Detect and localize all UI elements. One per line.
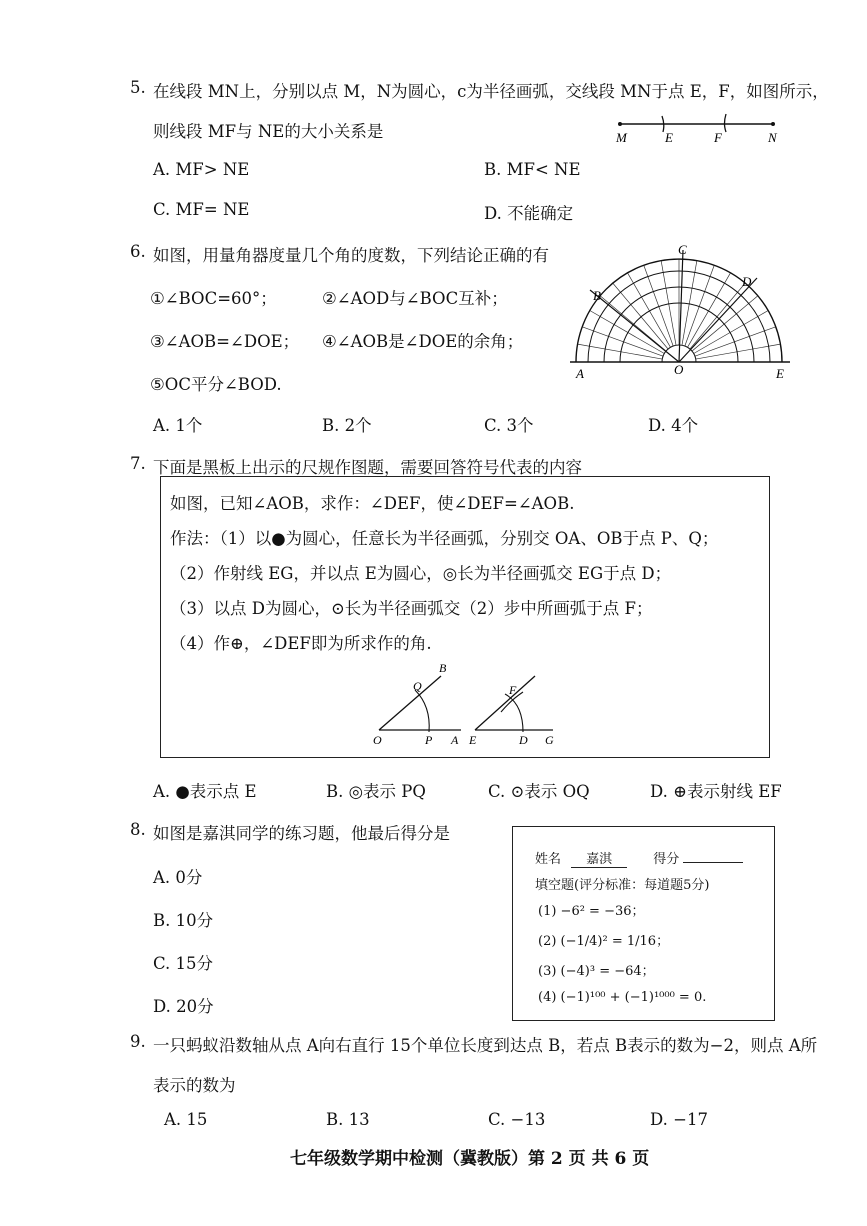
q7-label-b: B	[439, 661, 447, 675]
q7-label-o: O	[373, 733, 382, 747]
q6-protractor-figure	[570, 240, 795, 380]
q8-stem: 如图是嘉淇同学的练习题，他最后得分是	[153, 824, 450, 843]
q9-option-b[interactable]: B. 13	[326, 1110, 370, 1129]
q8-score-label: 得分	[653, 852, 680, 867]
q7-box-line2: 作法：（1）以●为圆心，任意长为半径画弧，分别交 OA、OB于点 P、Q；	[170, 529, 719, 548]
q9-option-c[interactable]: C. −13	[488, 1110, 546, 1129]
q7-option-a[interactable]: A. ●表示点 E	[153, 782, 257, 801]
q8-option-c[interactable]: C. 15分	[153, 954, 214, 973]
q7-label-q: Q	[413, 679, 422, 693]
q7-option-d[interactable]: D. ⊕表示射线 EF	[650, 782, 782, 801]
q7-label-e: E	[469, 733, 477, 747]
q7-label-a: A	[451, 733, 459, 747]
q7-label-g: G	[545, 733, 554, 747]
q7-option-b[interactable]: B. ◎表示 PQ	[326, 782, 426, 801]
q8-option-a[interactable]: A. 0分	[153, 868, 203, 887]
q7-number: 7.	[130, 454, 146, 473]
q5-label-n: N	[768, 130, 777, 145]
q7-construction-figure	[365, 660, 565, 750]
q6-option-c[interactable]: C. 3个	[484, 416, 534, 435]
q7-label-p: P	[425, 733, 433, 747]
q6-option-a[interactable]: A. 1个	[153, 416, 203, 435]
protractor-tick	[690, 283, 745, 349]
q7-label-f: F	[509, 683, 517, 697]
q8-option-b[interactable]: B. 10分	[153, 911, 214, 930]
q7-stem: 下面是黑板上出示的尺规作图题，需要回答符号代表的内容	[153, 458, 582, 477]
q8-score-blank	[683, 862, 743, 863]
q5-stem-line2: 则线段 MF与 NE的大小关系是	[153, 122, 384, 141]
q7-box-line1: 如图，已知∠AOB，求作：∠DEF，使∠DEF=∠AOB.	[170, 494, 575, 513]
q5-option-b[interactable]: B. MF< NE	[484, 160, 581, 179]
q7-label-d: D	[519, 733, 528, 747]
q6-statement-2: ②∠AOD与∠BOC互补；	[322, 289, 508, 308]
q8-name-label: 姓名	[535, 852, 562, 867]
q8-item-1: (1) −6² = −36；	[538, 904, 645, 919]
q5-option-a[interactable]: A. MF> NE	[153, 160, 250, 179]
q6-label-e: E	[776, 366, 784, 381]
q6-option-b[interactable]: B. 2个	[322, 416, 372, 435]
q9-stem-line2: 表示的数为	[153, 1076, 236, 1095]
protractor-tick	[692, 296, 758, 351]
q7-box-line3: （2）作射线 EG，并以点 E为圆心，◎长为半径画弧交 EG于点 D；	[170, 564, 672, 583]
q6-number: 6.	[130, 242, 146, 261]
q7-box-line5: （4）作⊕，∠DEF即为所求作的角.	[170, 634, 432, 653]
q8-section-title: 填空题(评分标准：每道题5分)	[535, 878, 710, 893]
q5-option-d[interactable]: D. 不能确定	[484, 204, 574, 223]
q7-box-line4: （3）以点 D为圆心，⊙长为半径画弧交（2）步中所画弧于点 F；	[170, 599, 653, 618]
q8-option-d[interactable]: D. 20分	[153, 997, 214, 1016]
q5-segment-figure	[610, 110, 790, 150]
q8-number: 8.	[130, 820, 146, 839]
q5-option-c[interactable]: C. MF= NE	[153, 200, 250, 219]
q6-statement-3: ③∠AOB=∠DOE；	[150, 332, 300, 351]
q6-statement-1: ①∠BOC=60°；	[150, 289, 277, 308]
q8-item-3: (3) (−4)³ = −64；	[538, 964, 655, 979]
q9-stem-line1: 一只蚂蚁沿数轴从点 A向右直行 15个单位长度到达点 B，若点 B表示的数为−2，则点 A所	[153, 1036, 818, 1055]
q6-statement-5: ⑤OC平分∠BOD.	[150, 375, 282, 394]
q6-label-a: A	[576, 366, 584, 381]
q8-item-2: (2) (−1/4)² = 1/16；	[538, 934, 670, 949]
q5-stem-line1: 在线段 MN上，分别以点 M，N为圆心，c为半径画弧，交线段 MN于点 E，F，如图所示，	[153, 82, 829, 101]
q6-option-d[interactable]: D. 4个	[648, 416, 699, 435]
q7-option-c[interactable]: C. ⊙表示 OQ	[488, 782, 590, 801]
q6-label-o: O	[674, 362, 684, 377]
q8-item-4: (4) (−1)¹⁰⁰ + (−1)¹⁰⁰⁰ = 0.	[538, 990, 707, 1005]
q8-name-value: 嘉淇	[571, 848, 627, 868]
q6-label-b: B	[593, 288, 601, 303]
q5-label-m: M	[616, 130, 627, 145]
q5-label-f: F	[714, 130, 722, 145]
page-footer: 七年级数学期中检测（冀教版）第 2 页 共 6 页	[290, 1149, 650, 1169]
q6-label-d: D	[742, 274, 752, 289]
q5-number: 5.	[130, 78, 146, 97]
q6-statement-4: ④∠AOB是∠DOE的余角；	[322, 332, 524, 351]
q6-stem: 如图，用量角器度量几个角的度数，下列结论正确的有	[153, 246, 549, 265]
protractor-tick	[613, 283, 668, 349]
q5-label-e: E	[665, 130, 673, 145]
q8-name-row	[535, 848, 743, 868]
q9-option-a[interactable]: A. 15	[164, 1110, 208, 1129]
q6-label-c: C	[678, 242, 687, 257]
q9-number: 9.	[130, 1032, 146, 1051]
q9-option-d[interactable]: D. −17	[650, 1110, 708, 1129]
